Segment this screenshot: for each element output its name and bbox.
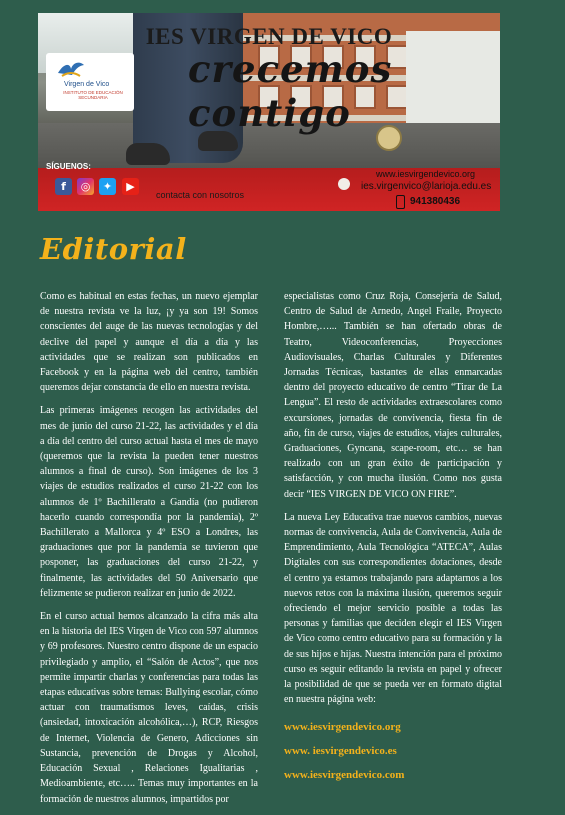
paragraph: La nueva Ley Educativa trae nuevos cambios, nuevas normas de convivencia, Aula de Convivencia, Aula de Emprendimiento, Aula Tecnológica “ATECA”, Aulas Digitales con sus correspondientes dotaciones, desde el centro ya estamos trabajando para adaptarnos a los nuevos retos con la máxima ilusión, queremos seguir ofreciendo el mejor servicio posible a todas las personas y familias que deciden elegir el IES Virgen de Vico como centro educativo para su formación y la de sus hijos e hijas. Nuestra intención para el próximo curso es seguir editando la revista en papel y ofrecer la posibilidad de que se pueda ver en formato digital en nuestra página web: xyxy=(284,511,502,706)
article-column-left xyxy=(40,289,258,815)
phone-number: 941380436 xyxy=(410,196,461,207)
contact-person-icon xyxy=(338,178,350,190)
bird-logo-icon xyxy=(56,59,86,81)
article-column-right xyxy=(284,289,502,787)
link-org[interactable]: www.iesvirgendevico.org xyxy=(284,721,401,734)
contact-link[interactable]: contacta con nosotros xyxy=(156,190,245,200)
paragraph: Como es habitual en estas fechas, un nuevo ejemplar de nuestra revista ve la luz, ¡y ya son 19! Somos conscientes del auge de las nuevas tecnologías y del declive del papel y aunque el día a día y las actividades que se realizan son publicados en Facebook y en la página web del centro, también queremos dejar constancia de ello en nuestra revista. xyxy=(40,291,258,394)
follow-label: SÍGUENOS: xyxy=(46,162,91,171)
banner-school-title: IES VIRGEN DE VICO xyxy=(145,24,393,49)
shoe-left xyxy=(126,143,170,165)
link-es[interactable]: www. iesvirgendevico.es xyxy=(284,745,397,758)
website-links xyxy=(284,715,502,787)
logo-name: Virgen de Vico xyxy=(64,81,110,88)
logo-subtitle: INSTITUTO DE EDUCACIÓN SECUNDARIA xyxy=(63,90,123,100)
school-logo xyxy=(46,53,134,111)
paragraph: En el curso actual hemos alcanzado la cifra más alta en la historia del IES Virgen de Vico con 597 alumnos y 69 profesores. Nuestro centro dispone de un espacio privilegiado y amplio, el “Salón de Actos”, que nos permite impartir charlas y conferencias para todas las etapas educativas sobre temas: Bullying escolar, cómo actuar con traumatismos leves, caídas, crisis (ansiedad, intoxicación alcohólica,…), RCP, Riesgos de Internet, Violencia de Genero, Adicciones sin Sustancia, prevención de Drogas y Alcohol, Educación Sexual , Relaciones Igualitarias , Medioambiente, etc….. Temas muy importantes en la formación de nuestros alumnos, impartidos por xyxy=(40,611,258,805)
phone-icon xyxy=(396,195,405,209)
paragraph: especialistas como Cruz Roja, Consejería de Salud, Centro de Salud de Arnedo, Angel Fraile, Proyecto Hombre,…... También se han ofertado obras de Teatro, Videoconferencias, Proyecciones Audiovisuales, Charlas Culturales y Diferentes Jornadas Técnicas, bastantes de ellas enmarcadas dentro del proyecto educativo de centro “Tirar de La Lengua”. El resto de actividades extraescolares como excursiones, jornadas de convivencia, fiesta fin de año, fin de curso, viajes de estudios, viajes culturales, Graduaciones, Gyncana, scape-room, etc… se han realizado con un gran éxito de participación y satisfacción, y con mucha ilusión. Como nos gusta decir “IES VIRGEN DE VICO ON FIRE”. xyxy=(284,291,502,500)
header-banner xyxy=(38,13,500,211)
banner-slogan: crecemos contigo xyxy=(188,47,393,135)
facebook-icon[interactable]: f xyxy=(55,178,72,195)
website-text[interactable]: www.iesvirgendevico.org xyxy=(376,169,476,179)
email-text[interactable]: ies.virgenvico@larioja.edu.es xyxy=(361,181,492,192)
youtube-icon[interactable]: ▶ xyxy=(122,178,139,195)
instagram-icon[interactable]: ◎ xyxy=(77,178,94,195)
page-title: Editorial xyxy=(40,232,187,266)
paragraph: Las primeras imágenes recogen las actividades del mes de junio del curso 21-22, las actividades y el día a día del centro del curso actual hasta el mes de mayo (queremos que la revista la pueden tener nuestros alumnos a final de curso). Son imágenes de los 3 viajes de estudios realizados el curso 21-22 con los alumnos de 1º Bachillerato a Gandía (no pudieron hacerlo cuando correspondía por la pandemia), 2º Bachillerato a Mallorca y 4º ESO a Londres, las graduaciones que por la pandemia se tuvieron que posponer, las graduaciones del curso 21-22, y finalmente, las actividades del 50 Aniversario que felizmente se pudieron realizar en junio de 2022. xyxy=(40,405,258,599)
twitter-icon[interactable]: ✦ xyxy=(99,178,116,195)
link-com[interactable]: www.iesvirgendevico.com xyxy=(284,769,405,782)
